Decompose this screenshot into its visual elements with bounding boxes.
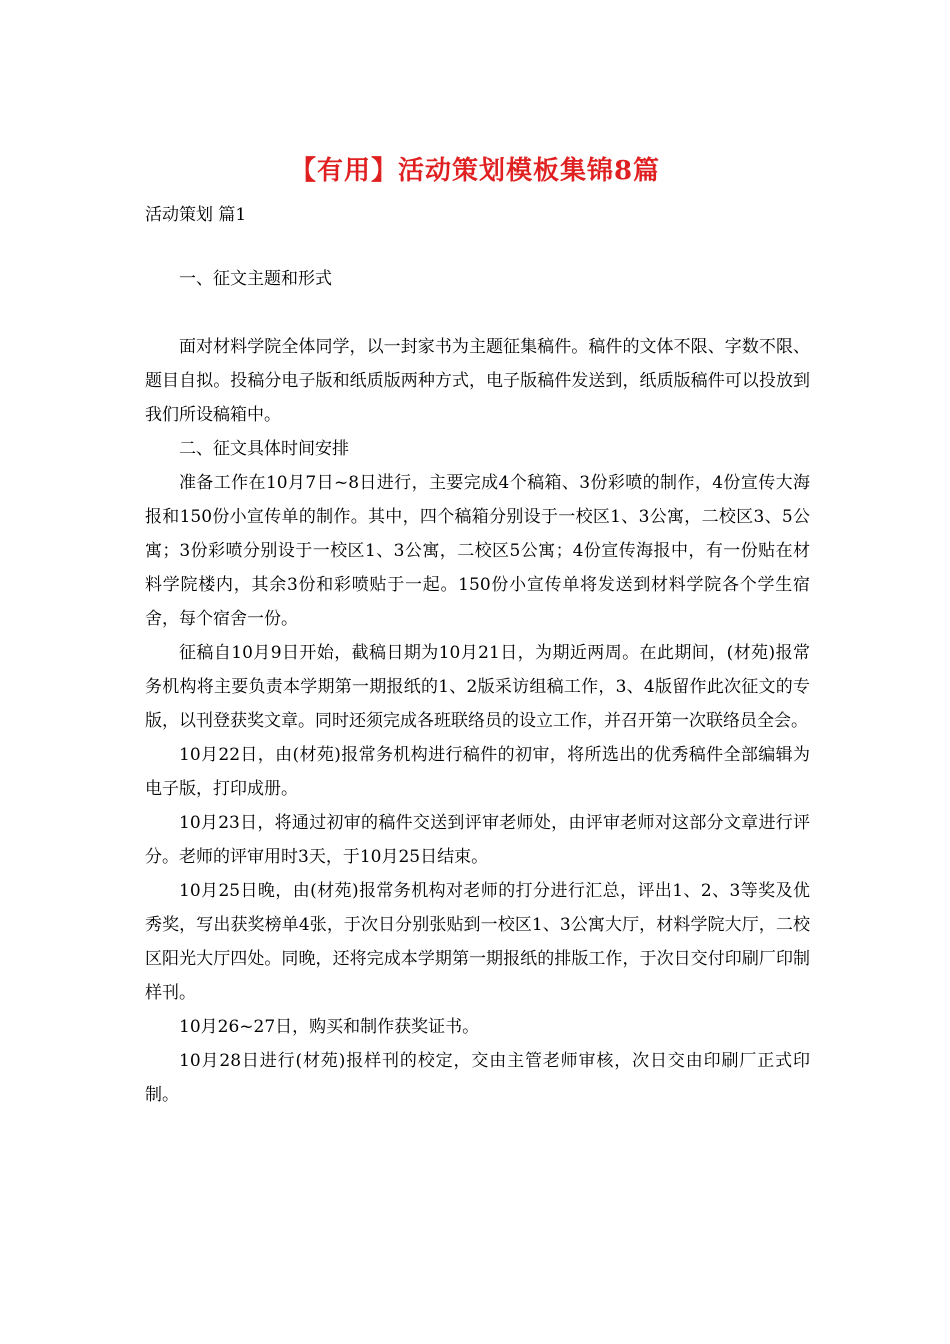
spacer xyxy=(145,296,810,330)
paragraph: 10月22日，由(材苑)报常务机构进行稿件的初审，将所选出的优秀稿件全部编辑为电子版，打印成册。 xyxy=(145,745,810,799)
heading-2: 二、征文具体时间安排 xyxy=(179,439,349,459)
document-body xyxy=(145,262,810,1112)
section-label: 活动策划 篇1 xyxy=(145,205,247,225)
paragraph: 面对材料学院全体同学，以一封家书为主题征集稿件。稿件的文体不限、字数不限、题目自拟。投稿分电子版和纸质版两种方式，电子版稿件发送到，纸质版稿件可以投放到我们所设稿箱中。 xyxy=(145,337,810,425)
paragraph: 10月26~27日，购买和制作获奖证书。 xyxy=(179,1017,480,1037)
paragraph: 征稿自10月9日开始，截稿日期为10月21日，为期近两周。在此期间，(材苑)报常务机构将主要负责本学期第一期报纸的1、2版采访组稿工作，3、4版留作此次征文的专版，以刊登获奖文章。同时还须完成各班联络员的设立工作，并召开第一次联络员全会。 xyxy=(145,643,810,731)
paragraph: 10月23日，将通过初审的稿件交送到评审老师处，由评审老师对这部分文章进行评分。老师的评审用时3天，于10月25日结束。 xyxy=(145,813,810,867)
heading-1: 一、征文主题和形式 xyxy=(179,269,332,289)
paragraph: 10月25日晚，由(材苑)报常务机构对老师的打分进行汇总，评出1、2、3等奖及优秀奖，写出获奖榜单4张，于次日分别张贴到一校区1、3公寓大厅，材料学院大厅，二校区阳光大厅四处。同晚，还将完成本学期第一期报纸的排版工作，于次日交付印刷厂印制样刊。 xyxy=(145,881,810,1003)
paragraph: 10月28日进行(材苑)报样刊的校定，交由主管老师审核，次日交由印刷厂正式印制。 xyxy=(145,1051,810,1105)
paragraph: 准备工作在10月7日~8日进行，主要完成4个稿箱、3份彩喷的制作，4份宣传大海报和150份小宣传单的制作。其中，四个稿箱分别设于一校区1、3公寓，二校区3、5公寓；3份彩喷分别设于一校区1、3公寓，二校区5公寓；4份宣传海报中，有一份贴在材料学院楼内，其余3份和彩喷贴于一起。150份小宣传单将发送到材料学院各个学生宿舍，每个宿舍一份。 xyxy=(145,473,810,629)
document-title: 【有用】活动策划模板集锦8篇 xyxy=(289,156,661,186)
